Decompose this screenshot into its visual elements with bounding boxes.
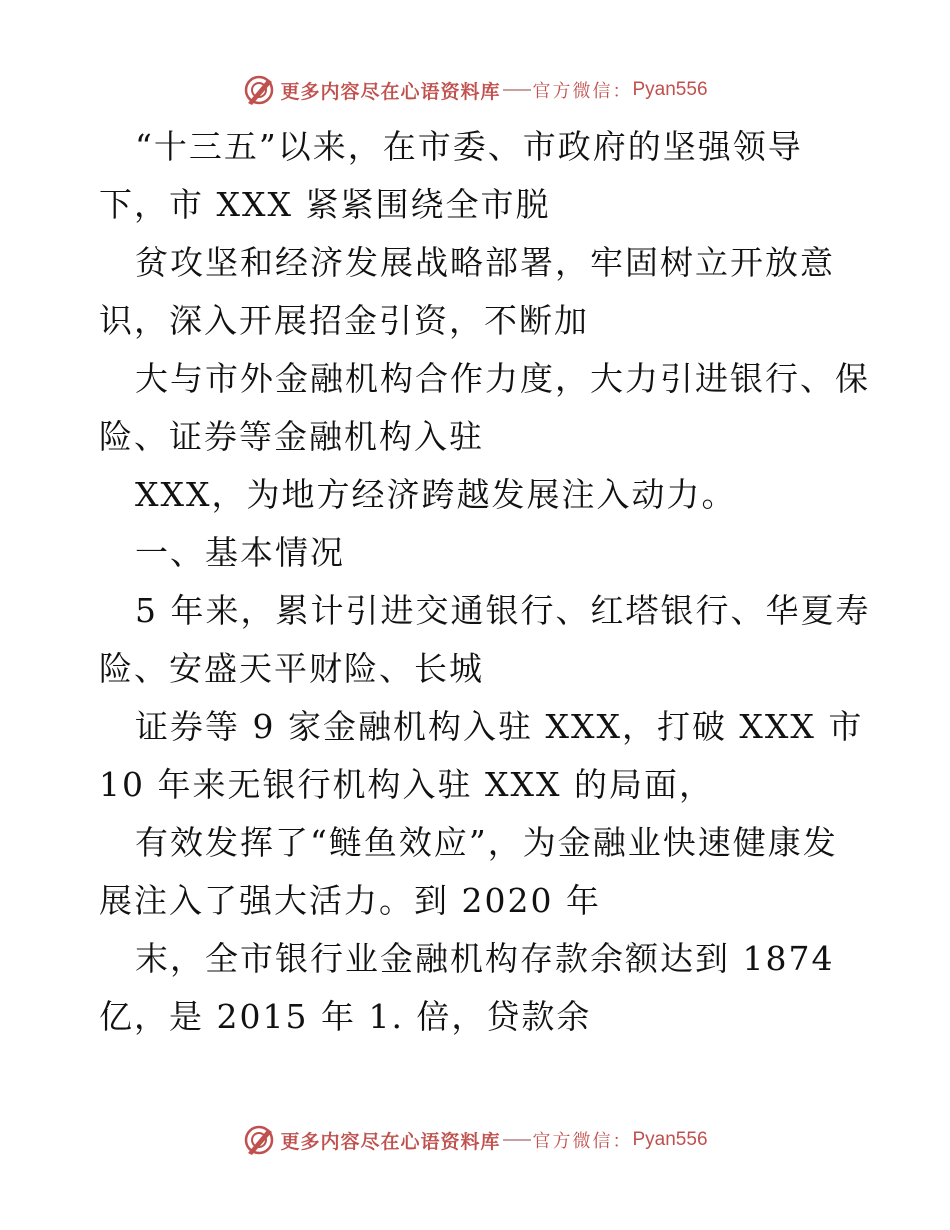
paragraph-line: 亿，是 2015 年 1. 倍，贷款余 bbox=[99, 997, 592, 1036]
paragraph-line: 10 年来无银行机构入驻 XXX 的局面， bbox=[99, 765, 714, 804]
header-watermark-banner bbox=[0, 70, 950, 110]
paragraph-line: 末，全市银行业金融机构存款余额达到 1874 bbox=[135, 939, 835, 978]
paragraph-line: 展注入了强大活力。到 2020 年 bbox=[99, 881, 601, 920]
paragraph-line: 险、安盛天平财险、长城 bbox=[99, 649, 484, 688]
paragraph-line: 大与市外金融机构合作力度，大力引进银行、保 bbox=[135, 359, 870, 398]
wechat-label: 官方微信： bbox=[532, 81, 633, 102]
section-heading: 一、基本情况 bbox=[135, 533, 345, 572]
paragraph-line: 下，市 XXX 紧紧围绕全市脱 bbox=[99, 185, 551, 224]
paragraph-line: XXX，为地方经济跨越发展注入动力。 bbox=[135, 475, 737, 514]
paragraph-line: 识，深入开展招金引资，不断加 bbox=[99, 301, 589, 340]
paragraph-line: 险、证券等金融机构入驻 bbox=[99, 417, 484, 456]
document-body bbox=[99, 118, 879, 1046]
wechat-id: Pyan556 bbox=[632, 79, 708, 100]
pen-logo-icon bbox=[242, 73, 276, 107]
paragraph-line: 5 年来，累计引进交通银行、红塔银行、华夏寿 bbox=[135, 591, 871, 630]
paragraph-line: 贫攻坚和经济发展战略部署，牢固树立开放意 bbox=[135, 243, 835, 282]
paragraph-line: “十三五”以来，在市委、市政府的坚强领导 bbox=[135, 127, 803, 166]
banner-dash bbox=[503, 1139, 531, 1141]
wechat-id: Pyan556 bbox=[632, 1129, 708, 1150]
pen-logo-icon bbox=[242, 1123, 276, 1157]
site-name: 更多内容尽在心语资料库 bbox=[280, 1130, 501, 1153]
footer-watermark-banner bbox=[0, 1120, 950, 1160]
banner-dash bbox=[503, 89, 531, 91]
paragraph-line: 有效发挥了“鲢鱼效应”，为金融业快速健康发 bbox=[135, 823, 838, 862]
site-name: 更多内容尽在心语资料库 bbox=[280, 80, 501, 103]
paragraph-line: 证券等 9 家金融机构入驻 XXX，打破 XXX 市 bbox=[135, 707, 864, 746]
wechat-label: 官方微信： bbox=[532, 1131, 633, 1152]
